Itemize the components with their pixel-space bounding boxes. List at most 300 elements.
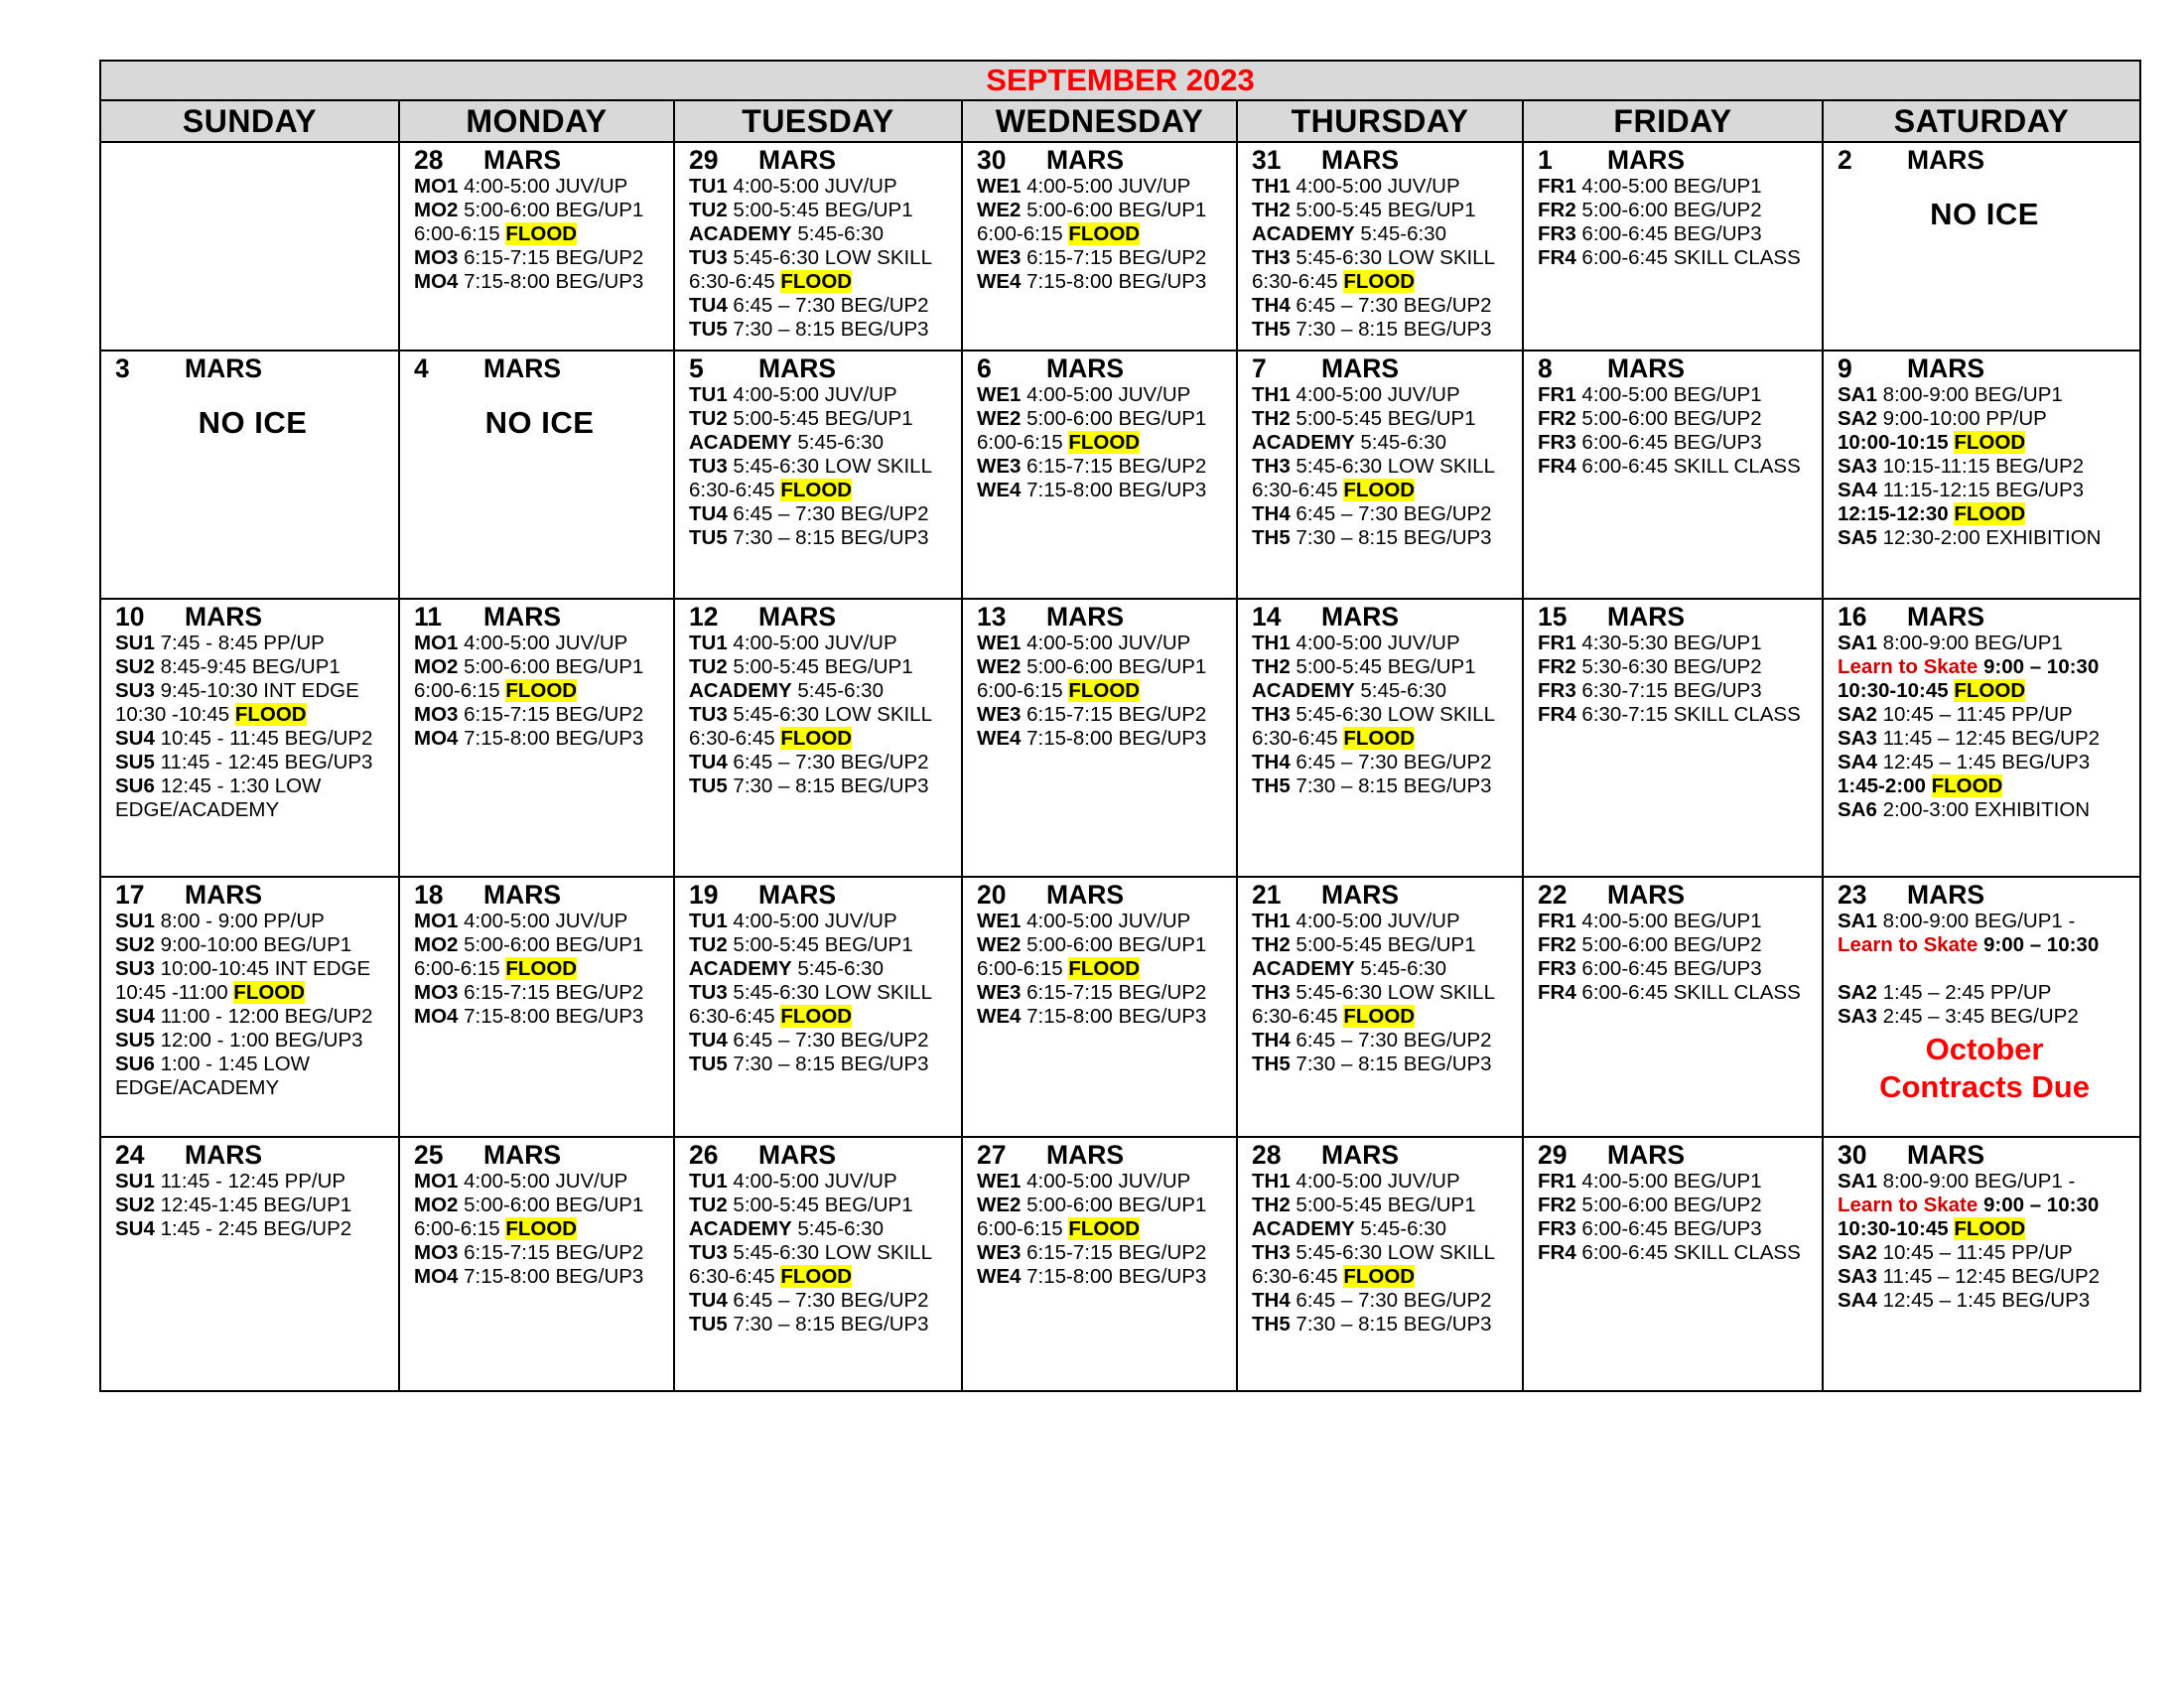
session-detail: 10:00-10:45 INT EDGE — [154, 957, 371, 980]
day-number: 12 — [689, 602, 719, 632]
session-code: TH4 — [1252, 502, 1291, 525]
flood-badge: FLOOD — [505, 679, 578, 702]
day-cell — [399, 877, 674, 1137]
flood-badge: FLOOD — [1343, 1005, 1416, 1028]
schedule-entry — [414, 1005, 665, 1029]
session-code: SU5 — [115, 751, 155, 774]
day-number: 11 — [414, 602, 443, 632]
session-code: TH4 — [1252, 294, 1291, 317]
session-detail: 6:30-7:15 SKILL CLASS — [1575, 703, 1801, 726]
session-detail: 6:00-6:45 BEG/UP3 — [1575, 222, 1762, 245]
session-detail: 7:15-8:00 BEG/UP3 — [1021, 270, 1207, 293]
flood-badge: FLOOD — [1068, 679, 1141, 702]
session-detail: 12:45 – 1:45 BEG/UP3 — [1876, 751, 2091, 774]
schedule-entry — [115, 727, 390, 751]
session-detail: 1:45 - 2:45 BEG/UP2 — [154, 1217, 352, 1240]
day-header — [414, 1140, 665, 1170]
flood-badge: FLOOD — [1068, 957, 1141, 980]
session-detail: 7:15-8:00 BEG/UP3 — [458, 727, 644, 750]
schedule-entry — [1538, 632, 1814, 655]
session-detail: 5:45-6:30 — [1354, 679, 1446, 702]
session-code: MO4 — [414, 1265, 459, 1288]
session-code: SA5 — [1838, 526, 1877, 549]
schedule-entry — [414, 727, 665, 751]
session-detail: 5:00-6:00 BEG/UP1 — [458, 655, 644, 678]
schedule-entry — [414, 1265, 665, 1289]
session-code: ACADEMY — [1252, 679, 1355, 702]
session-code: SU3 — [115, 957, 155, 980]
session-detail: 4:00-5:00 JUV/UP — [458, 632, 628, 654]
schedule-entry — [1838, 981, 2131, 1005]
session-code: WE4 — [977, 479, 1022, 501]
day-number: 10 — [115, 602, 145, 632]
session-code: SU2 — [115, 655, 155, 678]
session-code: WE1 — [977, 1170, 1022, 1193]
session-code: SA3 — [1838, 1265, 1877, 1288]
session-code: WE2 — [977, 1194, 1022, 1216]
schedule-entry — [1252, 727, 1514, 751]
session-code: TU4 — [689, 294, 728, 317]
schedule-entry — [977, 1194, 1228, 1217]
schedule-entry — [977, 479, 1228, 502]
rink-name: MARS — [758, 145, 837, 175]
session-code: TH3 — [1252, 703, 1291, 726]
rink-name: MARS — [1321, 353, 1400, 383]
session-code: FR1 — [1538, 632, 1576, 654]
schedule-entry — [689, 318, 953, 342]
session-detail: 11:15-12:15 BEG/UP3 — [1876, 479, 2085, 501]
session-detail: 4:00-5:00 JUV/UP — [727, 383, 897, 406]
session-code: SA3 — [1838, 727, 1877, 750]
session-detail: 7:30 – 8:15 BEG/UP3 — [727, 526, 929, 549]
session-code: MO4 — [414, 1005, 459, 1028]
session-code: TU4 — [689, 1289, 728, 1312]
day-number: 29 — [1538, 1140, 1568, 1170]
flood-badge: FLOOD — [1343, 479, 1416, 501]
schedule-entry — [689, 1029, 953, 1053]
schedule-entry — [115, 679, 390, 703]
calendar-table — [99, 60, 2141, 1392]
schedule-entry — [1252, 632, 1514, 655]
day-cell — [1823, 599, 2140, 877]
session-detail: 4:00-5:00 JUV/UP — [458, 910, 628, 932]
session-detail: 11:45 - 12:45 PP/UP — [154, 1170, 346, 1193]
session-detail: 5:45-6:30 LOW SKILL — [1290, 703, 1495, 726]
session-detail: 6:00-6:45 SKILL CLASS — [1575, 1241, 1801, 1264]
session-detail: 6:15-7:15 BEG/UP2 — [1021, 703, 1207, 726]
flood-badge: FLOOD — [1068, 1217, 1141, 1240]
schedule-entry — [1252, 774, 1514, 798]
session-code: FR2 — [1538, 1194, 1576, 1216]
rink-name: MARS — [483, 145, 562, 175]
flood-badge: FLOOD — [1068, 222, 1141, 245]
day-cell — [399, 142, 674, 351]
flood-time: 10:30 -10:45 — [115, 703, 235, 726]
day-header-monday: MONDAY — [399, 100, 674, 142]
schedule-entry — [115, 1194, 390, 1217]
session-code: TU1 — [689, 175, 728, 198]
schedule-entry — [977, 1005, 1228, 1029]
calendar-title: SEPTEMBER 2023 — [100, 61, 2140, 100]
session-code: TU2 — [689, 407, 728, 430]
rink-name: MARS — [483, 353, 562, 383]
week-row — [100, 877, 2140, 1137]
session-code: MO3 — [414, 703, 459, 726]
session-detail: 2:45 – 3:45 BEG/UP2 — [1876, 1005, 2079, 1028]
session-code: MO4 — [414, 270, 459, 293]
schedule-entry — [1252, 222, 1514, 246]
flood-badge: FLOOD — [1931, 774, 2003, 797]
schedule-entry — [1252, 751, 1514, 774]
session-code: WE2 — [977, 407, 1022, 430]
day-number: 4 — [414, 353, 429, 383]
schedule-entry — [689, 1170, 953, 1194]
schedule-entry — [1252, 1194, 1514, 1217]
schedule-entry — [977, 175, 1228, 199]
schedule-entry — [1838, 1170, 2131, 1194]
schedule-entry — [689, 1313, 953, 1336]
schedule-entry — [1252, 1313, 1514, 1336]
session-detail: 6:15-7:15 BEG/UP2 — [458, 246, 644, 269]
schedule-entry — [115, 1053, 390, 1076]
schedule-entry — [1838, 703, 2131, 727]
session-time: 9:00 – 10:30 — [1978, 1194, 2100, 1216]
session-code: MO3 — [414, 981, 459, 1004]
day-number: 5 — [689, 353, 704, 383]
schedule-entry — [689, 703, 953, 727]
day-cell — [100, 877, 399, 1137]
schedule-entry — [1538, 703, 1814, 727]
session-code: SA1 — [1838, 910, 1877, 932]
day-cell — [962, 877, 1237, 1137]
day-number: 17 — [115, 880, 145, 910]
session-detail: 5:00-6:00 BEG/UP1 — [1021, 407, 1207, 430]
schedule-entry — [1252, 1265, 1514, 1289]
session-detail: 4:00-5:00 JUV/UP — [727, 910, 897, 932]
session-code: SA6 — [1838, 798, 1877, 821]
schedule-entry — [1252, 383, 1514, 407]
blank-line — [1838, 957, 2131, 981]
session-detail: 12:00 - 1:00 BEG/UP3 — [154, 1029, 363, 1052]
schedule-entry — [414, 703, 665, 727]
schedule-entry — [1538, 1217, 1814, 1241]
rink-name: MARS — [1046, 145, 1125, 175]
schedule-entry — [977, 431, 1228, 455]
day-header — [1252, 1140, 1514, 1170]
schedule-entry — [1538, 957, 1814, 981]
session-code: TU5 — [689, 774, 728, 797]
schedule-entry — [689, 431, 953, 455]
schedule-entry — [1252, 246, 1514, 270]
day-number: 26 — [689, 1140, 719, 1170]
session-code: FR3 — [1538, 1217, 1576, 1240]
day-number: 18 — [414, 880, 444, 910]
session-detail: 5:00-6:00 BEG/UP2 — [1575, 1194, 1762, 1216]
session-code: WE3 — [977, 1241, 1022, 1264]
day-cell — [962, 1137, 1237, 1391]
day-header — [1838, 353, 2131, 383]
day-cell — [1523, 351, 1823, 599]
session-code: MO1 — [414, 910, 459, 932]
schedule-entry — [1252, 655, 1514, 679]
session-code: TH1 — [1252, 383, 1291, 406]
schedule-entry — [1838, 751, 2131, 774]
session-detail: 9:00-10:00 BEG/UP1 — [154, 933, 352, 956]
session-detail: 5:00-6:00 BEG/UP1 — [1021, 655, 1207, 678]
day-cell — [1523, 142, 1823, 351]
session-detail: 5:45-6:30 LOW SKILL — [727, 703, 932, 726]
session-detail: 5:45-6:30 LOW SKILL — [727, 981, 932, 1004]
session-code: TU5 — [689, 1313, 728, 1336]
schedule-entry — [1838, 1289, 2131, 1313]
session-code: SA1 — [1838, 383, 1877, 406]
session-detail: 5:00-6:00 BEG/UP1 — [1021, 199, 1207, 221]
rink-name: MARS — [1907, 880, 1985, 910]
session-code: TH5 — [1252, 1313, 1291, 1336]
flood-time: 10:00-10:15 — [1838, 431, 1955, 454]
day-cell — [1523, 1137, 1823, 1391]
session-detail: 4:00-5:00 JUV/UP — [458, 175, 628, 198]
day-header — [977, 353, 1228, 383]
day-header — [977, 602, 1228, 632]
session-code: SU4 — [115, 727, 155, 750]
flood-time: 6:00-6:15 — [977, 957, 1069, 980]
day-number: 25 — [414, 1140, 444, 1170]
schedule-entry — [977, 933, 1228, 957]
rink-name: MARS — [1046, 880, 1125, 910]
session-detail: 5:45-6:30 — [791, 1217, 884, 1240]
session-code: MO1 — [414, 175, 459, 198]
schedule-entry — [1538, 383, 1814, 407]
schedule-entry — [689, 1005, 953, 1029]
flood-time: 6:30-6:45 — [1252, 1265, 1344, 1288]
flood-time: 6:00-6:15 — [414, 957, 506, 980]
session-detail: 7:15-8:00 BEG/UP3 — [458, 1265, 644, 1288]
session-code: TH4 — [1252, 1289, 1291, 1312]
schedule-entry — [414, 1217, 665, 1241]
session-detail: 5:00-6:00 BEG/UP1 — [1021, 1194, 1207, 1216]
schedule-entry — [1252, 294, 1514, 318]
session-code: TH2 — [1252, 199, 1291, 221]
schedule-entry — [1252, 933, 1514, 957]
session-code: TH5 — [1252, 1053, 1291, 1075]
session-detail: 4:00-5:00 JUV/UP — [1290, 1170, 1460, 1193]
session-code: TU3 — [689, 1241, 728, 1264]
schedule-entry — [977, 1217, 1228, 1241]
schedule-entry — [689, 1289, 953, 1313]
session-detail: 10:15-11:15 BEG/UP2 — [1876, 455, 2085, 478]
schedule-entry — [1838, 526, 2131, 550]
schedule-entry — [977, 655, 1228, 679]
schedule-entry — [689, 407, 953, 431]
day-cell — [100, 1137, 399, 1391]
session-code: SU1 — [115, 632, 155, 654]
session-code: WE3 — [977, 246, 1022, 269]
session-detail: 6:15-7:15 BEG/UP2 — [1021, 1241, 1207, 1264]
session-detail: 6:15-7:15 BEG/UP2 — [458, 1241, 644, 1264]
schedule-entry — [977, 981, 1228, 1005]
session-detail: 8:00-9:00 BEG/UP1 — [1876, 383, 2063, 406]
rink-name: MARS — [758, 602, 837, 632]
day-header — [115, 1140, 390, 1170]
schedule-entry — [977, 679, 1228, 703]
session-code: SA3 — [1838, 1005, 1877, 1028]
session-detail: 6:00-6:45 BEG/UP3 — [1575, 957, 1762, 980]
session-code: SU2 — [115, 933, 155, 956]
schedule-entry — [115, 703, 390, 727]
rink-name: MARS — [1321, 145, 1400, 175]
session-detail: 7:30 – 8:15 BEG/UP3 — [1290, 1313, 1492, 1336]
session-code: SA2 — [1838, 981, 1877, 1004]
schedule-entry — [1838, 933, 2131, 957]
schedule-entry — [1252, 199, 1514, 222]
day-number: 3 — [115, 353, 130, 383]
flood-badge: FLOOD — [505, 957, 578, 980]
session-code: SA4 — [1838, 479, 1877, 501]
flood-time: 6:30-6:45 — [689, 270, 781, 293]
day-header — [1838, 145, 2131, 175]
session-detail: 8:00-9:00 BEG/UP1 — [1876, 632, 2063, 654]
session-detail: 5:45-6:30 — [791, 957, 884, 980]
schedule-entry — [115, 632, 390, 655]
session-detail: 6:45 – 7:30 BEG/UP2 — [727, 502, 929, 525]
schedule-entry — [689, 957, 953, 981]
flood-time: 6:00-6:15 — [414, 679, 506, 702]
session-detail: 6:30-7:15 BEG/UP3 — [1575, 679, 1762, 702]
session-code: TU5 — [689, 526, 728, 549]
rink-name: MARS — [1046, 353, 1125, 383]
session-code: TH2 — [1252, 407, 1291, 430]
schedule-entry — [115, 798, 390, 822]
schedule-entry — [1538, 246, 1814, 270]
schedule-entry — [1538, 679, 1814, 703]
rink-name: MARS — [1607, 145, 1686, 175]
day-header — [1252, 353, 1514, 383]
session-code: TU3 — [689, 246, 728, 269]
schedule-entry — [1838, 431, 2131, 455]
day-number: 2 — [1838, 145, 1852, 175]
schedule-entry — [1838, 1005, 2131, 1029]
schedule-entry — [1838, 727, 2131, 751]
session-detail: 5:00-5:45 BEG/UP1 — [727, 407, 913, 430]
session-detail: 4:00-5:00 JUV/UP — [1021, 175, 1191, 198]
schedule-entry — [1252, 502, 1514, 526]
schedule-entry — [689, 479, 953, 502]
session-detail: 7:15-8:00 BEG/UP3 — [1021, 479, 1207, 501]
schedule-entry — [1838, 502, 2131, 526]
schedule-entry — [1252, 407, 1514, 431]
session-code: MO2 — [414, 655, 459, 678]
day-header — [689, 145, 953, 175]
flood-time: 10:45 -11:00 — [115, 981, 234, 1004]
session-code: WE1 — [977, 632, 1022, 654]
day-header-wednesday: WEDNESDAY — [962, 100, 1237, 142]
session-code: TU4 — [689, 751, 728, 774]
session-code: SU6 — [115, 1053, 155, 1075]
schedule-entry — [115, 1029, 390, 1053]
flood-time: 6:00-6:15 — [414, 1217, 506, 1240]
rink-name: MARS — [1046, 1140, 1125, 1170]
session-detail: 5:00-5:45 BEG/UP1 — [727, 655, 913, 678]
session-detail: 7:30 – 8:15 BEG/UP3 — [727, 318, 929, 341]
learn-to-skate-label: Learn to Skate — [1838, 655, 1979, 678]
session-code: SA1 — [1838, 632, 1877, 654]
session-detail: 4:00-5:00 BEG/UP1 — [1575, 1170, 1762, 1193]
session-detail: 5:00-5:45 BEG/UP1 — [1290, 199, 1476, 221]
day-number: 6 — [977, 353, 992, 383]
session-code: SU4 — [115, 1217, 155, 1240]
day-header — [115, 353, 390, 383]
flood-badge: FLOOD — [1954, 1217, 2026, 1240]
session-detail: 5:00-5:45 BEG/UP1 — [1290, 655, 1476, 678]
day-number: 22 — [1538, 880, 1568, 910]
session-detail: 5:45-6:30 LOW SKILL — [727, 1241, 932, 1264]
day-number: 15 — [1538, 602, 1568, 632]
day-number: 1 — [1538, 145, 1553, 175]
session-code: WE2 — [977, 933, 1022, 956]
flood-badge: FLOOD — [780, 270, 853, 293]
day-header — [977, 880, 1228, 910]
session-code: ACADEMY — [689, 431, 792, 454]
session-code: FR4 — [1538, 981, 1576, 1004]
rink-name: MARS — [1321, 602, 1400, 632]
schedule-entry — [1838, 407, 2131, 431]
schedule-entry — [115, 751, 390, 774]
session-detail: 8:00-9:00 BEG/UP1 - — [1876, 1170, 2076, 1193]
session-code: FR2 — [1538, 199, 1576, 221]
session-detail: 5:45-6:30 LOW SKILL — [1290, 1241, 1495, 1264]
schedule-entry — [1838, 1265, 2131, 1289]
day-cell — [674, 877, 962, 1137]
session-detail: 5:45-6:30 — [1354, 1217, 1446, 1240]
schedule-entry — [115, 981, 390, 1005]
session-code: FR1 — [1538, 175, 1576, 198]
day-cell — [674, 351, 962, 599]
day-cell — [674, 1137, 962, 1391]
day-header — [1252, 602, 1514, 632]
flood-time: 10:30-10:45 — [1838, 1217, 1955, 1240]
rink-name: MARS — [1907, 602, 1985, 632]
week-row — [100, 142, 2140, 351]
session-code: TH3 — [1252, 1241, 1291, 1264]
session-code: ACADEMY — [689, 1217, 792, 1240]
day-cell — [1823, 1137, 2140, 1391]
day-number: 28 — [1252, 1140, 1282, 1170]
schedule-entry — [1252, 479, 1514, 502]
session-code: SU6 — [115, 774, 155, 797]
schedule-entry — [689, 246, 953, 270]
schedule-entry — [115, 774, 390, 798]
schedule-entry — [414, 270, 665, 294]
session-detail: 6:45 – 7:30 BEG/UP2 — [727, 1029, 929, 1052]
day-cell — [962, 351, 1237, 599]
session-detail: 8:45-9:45 BEG/UP1 — [154, 655, 341, 678]
flood-badge: FLOOD — [1343, 270, 1416, 293]
schedule-entry — [689, 455, 953, 479]
rink-name: MARS — [1607, 353, 1686, 383]
session-code: TU5 — [689, 1053, 728, 1075]
session-detail: 7:15-8:00 BEG/UP3 — [1021, 727, 1207, 750]
schedule-entry — [977, 407, 1228, 431]
schedule-entry — [1252, 1053, 1514, 1076]
session-code: FR4 — [1538, 246, 1576, 269]
schedule-entry — [1538, 1241, 1814, 1265]
day-cell — [962, 599, 1237, 877]
session-detail: 11:00 - 12:00 BEG/UP2 — [154, 1005, 373, 1028]
session-detail: 5:00-6:00 BEG/UP1 — [458, 199, 644, 221]
rink-name: MARS — [1321, 1140, 1400, 1170]
schedule-entry — [1838, 679, 2131, 703]
